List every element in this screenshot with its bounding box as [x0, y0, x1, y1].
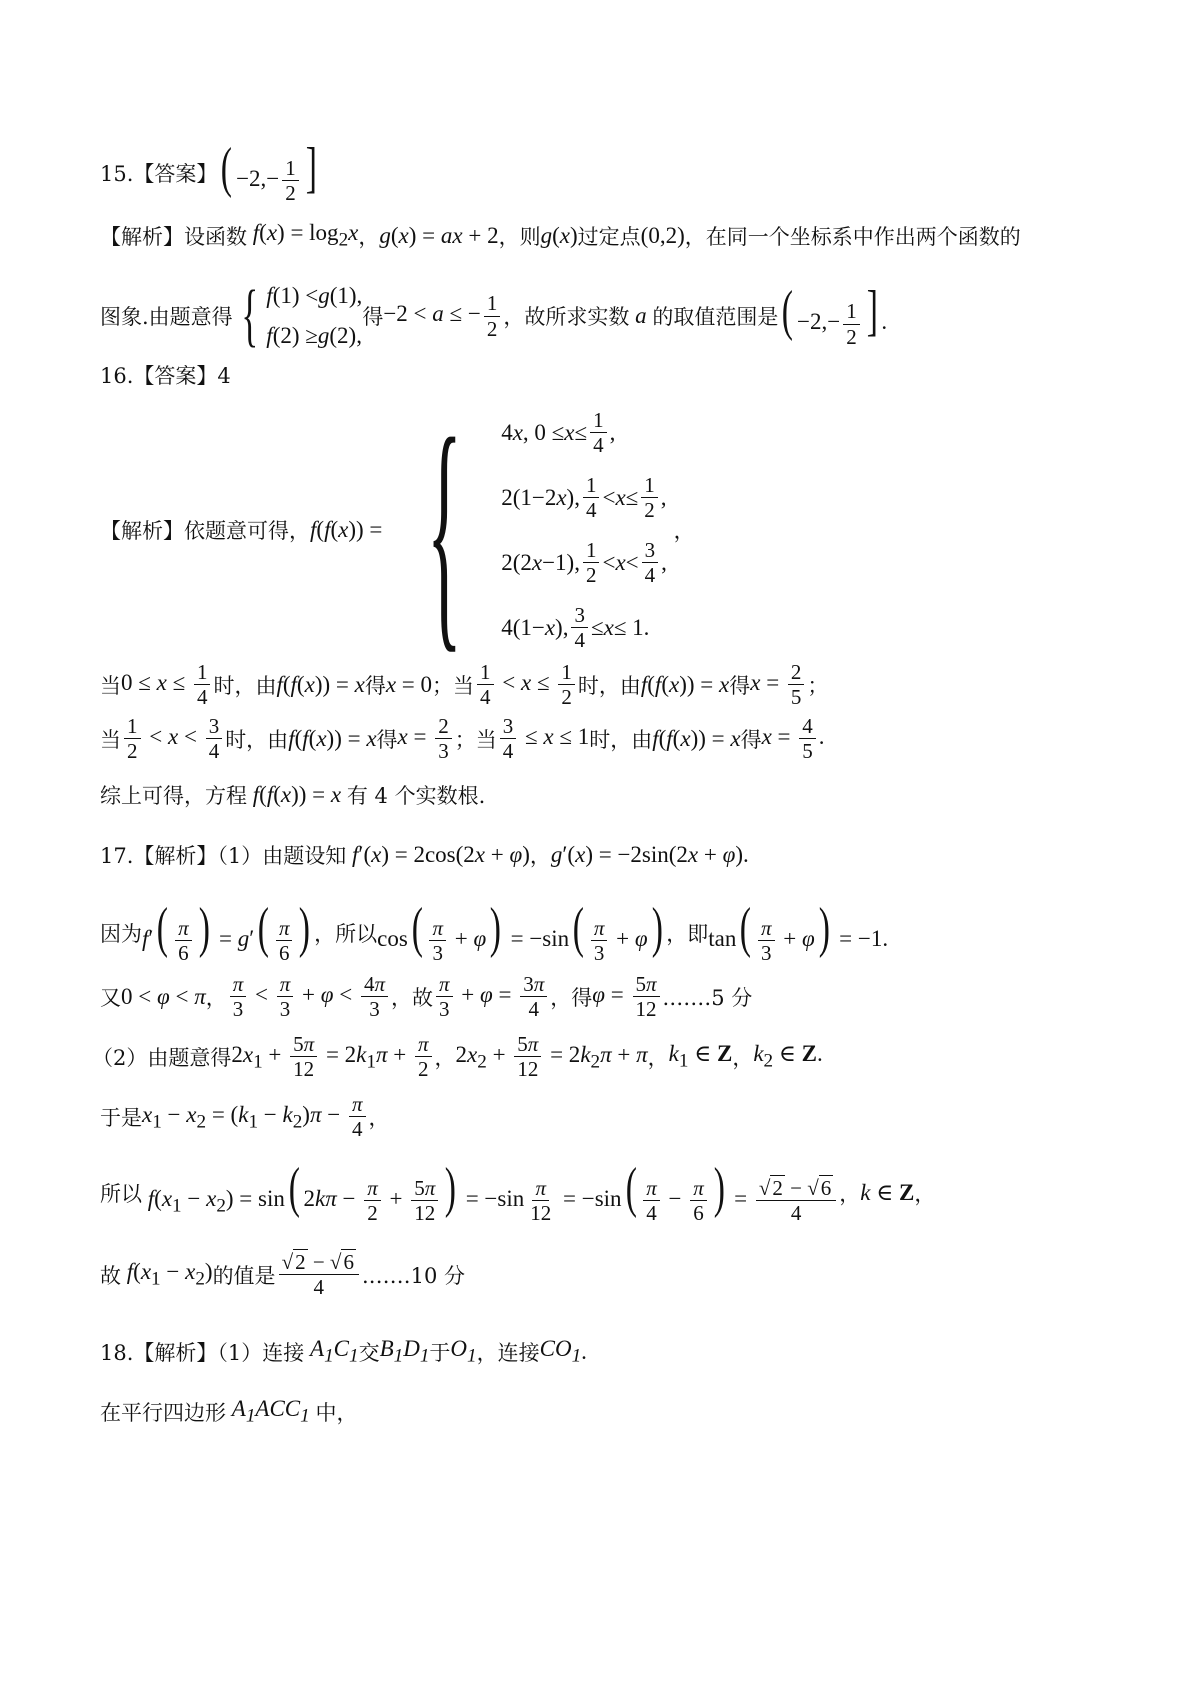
answer-15: 15.【答案】 ( −2,− $\frac{1}{2}$ ] — [100, 137, 317, 206]
analysis-17-conclusion: 故 $f(x_1 - x_2)$ 的值是 $\frac{√2 - √6}{4}$ .……10 分 — [100, 1250, 466, 1300]
label: 因为 — [100, 921, 142, 946]
analysis-16-case12: 当 0 ≤ x ≤ $\frac{1}{4}$ 时，由 f(f(x)) = x 得 x = 0 ； 当 $\frac{1}{4}$ < x ≤ $\frac{1}{2}$ 时，由 f(f(x)) = x 得 x = $\frac{2}{5}$ ； — [100, 660, 829, 710]
analysis-17-line3: 又 0 < φ < π ， $\frac{\pi}{3}$ < $\frac{\pi}{3}$ + φ < $\frac{4\pi}{3}$ ，故 $\frac{\pi}{3}$ + φ = $\frac{3\pi}{4}$ ，得 φ = $\frac{5\pi}{12}$ .……5 分 — [100, 972, 753, 1022]
analysis-18-line1: 18.【解析】（1）连接 $A_1C_1$ 交 $B_1D_1$ 于 $O_1$ ，连接 $CO_1$ . — [100, 1336, 587, 1367]
analysis-15-line2: 图象.由题意得 { f (1) < g (1), f (2) ≥ g (2), 得 −2 < a ≤ − $\frac{1}{2}$ ，故所求实数 a 的取值范围是 ( −2,− $\frac{1}{2}$ ] . — [100, 277, 888, 354]
label: 【解析】依题意可得， — [100, 519, 310, 543]
analysis-16-piecewise: 【解析】依题意可得， f(f(x)) = { 4 x , 0 ≤ x ≤ $\frac{1}{4}$ , 2(1−2 x ), $\frac{1}{4}$ < x ≤ $\frac{1}{2}$ , 2(2 x −1), $\frac{1}{2}$ < x < $\frac{3}{4}$ , 4(1− x ), $\frac{3}{4}$ ≤ x ≤ 1. ， — [100, 386, 695, 674]
analysis-16-summary: 综上可得，方程 f(f(x)) = x 有 4 个实数根. — [100, 782, 486, 808]
label: 15.【答案】 — [100, 161, 218, 186]
analysis-18-line2: 在平行四边形 $A_1ACC_1$ 中， — [100, 1396, 358, 1427]
analysis-17-part2: （2）由题意得 $2x_1$ + $\frac{5\pi}{12}$ = $2k_1\pi$ + $\frac{\pi}{2}$ ， $2x_2$ + $\frac{5\pi}{12}$ = $2k_2\pi + \pi$ ， $k_1$ ∈ Z ， $k_2$ ∈ Z. — [92, 1032, 823, 1082]
answer-16 — [100, 360, 231, 390]
analysis-17-value: 所以 $f(x_1 - x_2) = \sin$( 2kπ − $\frac{\pi}{2}$ + $\frac{5\pi}{12}$ ) = −sin $\frac{\pi}{12}$ = −sin( $\frac{\pi}{4}$ − $\frac{\pi}{6}$ ) = $\frac{√2 - √6}{4}$ ， k ∈ Z ， — [100, 1157, 936, 1226]
label: 故 — [100, 1263, 121, 1288]
analysis-17-line1: 17.【解析】（1）由题设知 f′(x) = 2cos(2x + φ) ， g′(x) = −2sin(2x + φ). — [100, 842, 749, 868]
label: 所以 — [100, 1181, 142, 1206]
analysis-17-diff: 于是 $x_1 - x_2 = (k_1 - k_2)\pi$ − $\frac{\pi}{4}$ ， — [100, 1092, 390, 1142]
analysis-17-line2: 因为 f′( $\frac{\pi}{6}$ ) = g′( $\frac{\pi}{6}$ ) ，所以 cos( $\frac{\pi}{3}$ + φ) = −sin( $\frac{\pi}{3}$ + φ) ，即 tan( $\frac{\pi}{3}$ + φ) = −1. — [100, 897, 889, 966]
label: 在平行四边形 — [100, 1400, 226, 1425]
label: 17.【解析】（1）由题设知 — [100, 844, 347, 868]
label: 18.【解析】（1）连接 — [100, 1340, 305, 1365]
label: 【解析】设函数 — [100, 224, 247, 249]
label: 图象.由题意得 — [100, 305, 233, 329]
label: （2）由题意得 — [92, 1045, 232, 1070]
label: 于是 — [100, 1105, 142, 1130]
analysis-16-case34: 当 $\frac{1}{2}$ < x < $\frac{3}{4}$ 时，由 f(f(x)) = x 得 x = $\frac{2}{3}$ ； 当 $\frac{3}{4}$ ≤ x ≤ 1 时，由 f(f(x)) = x 得 x = $\frac{4}{5}$ . — [100, 714, 825, 764]
label: 又 — [100, 985, 121, 1010]
analysis-15-line1: 【解析】设函数 $f(x) = \log_2x$ ， g(x) = ax + 2 ，则 g(x) 过定点 (0,2) ，在同一个坐标系中作出两个函数的 — [100, 220, 1021, 251]
label: 16.【答案】4 — [100, 364, 231, 388]
